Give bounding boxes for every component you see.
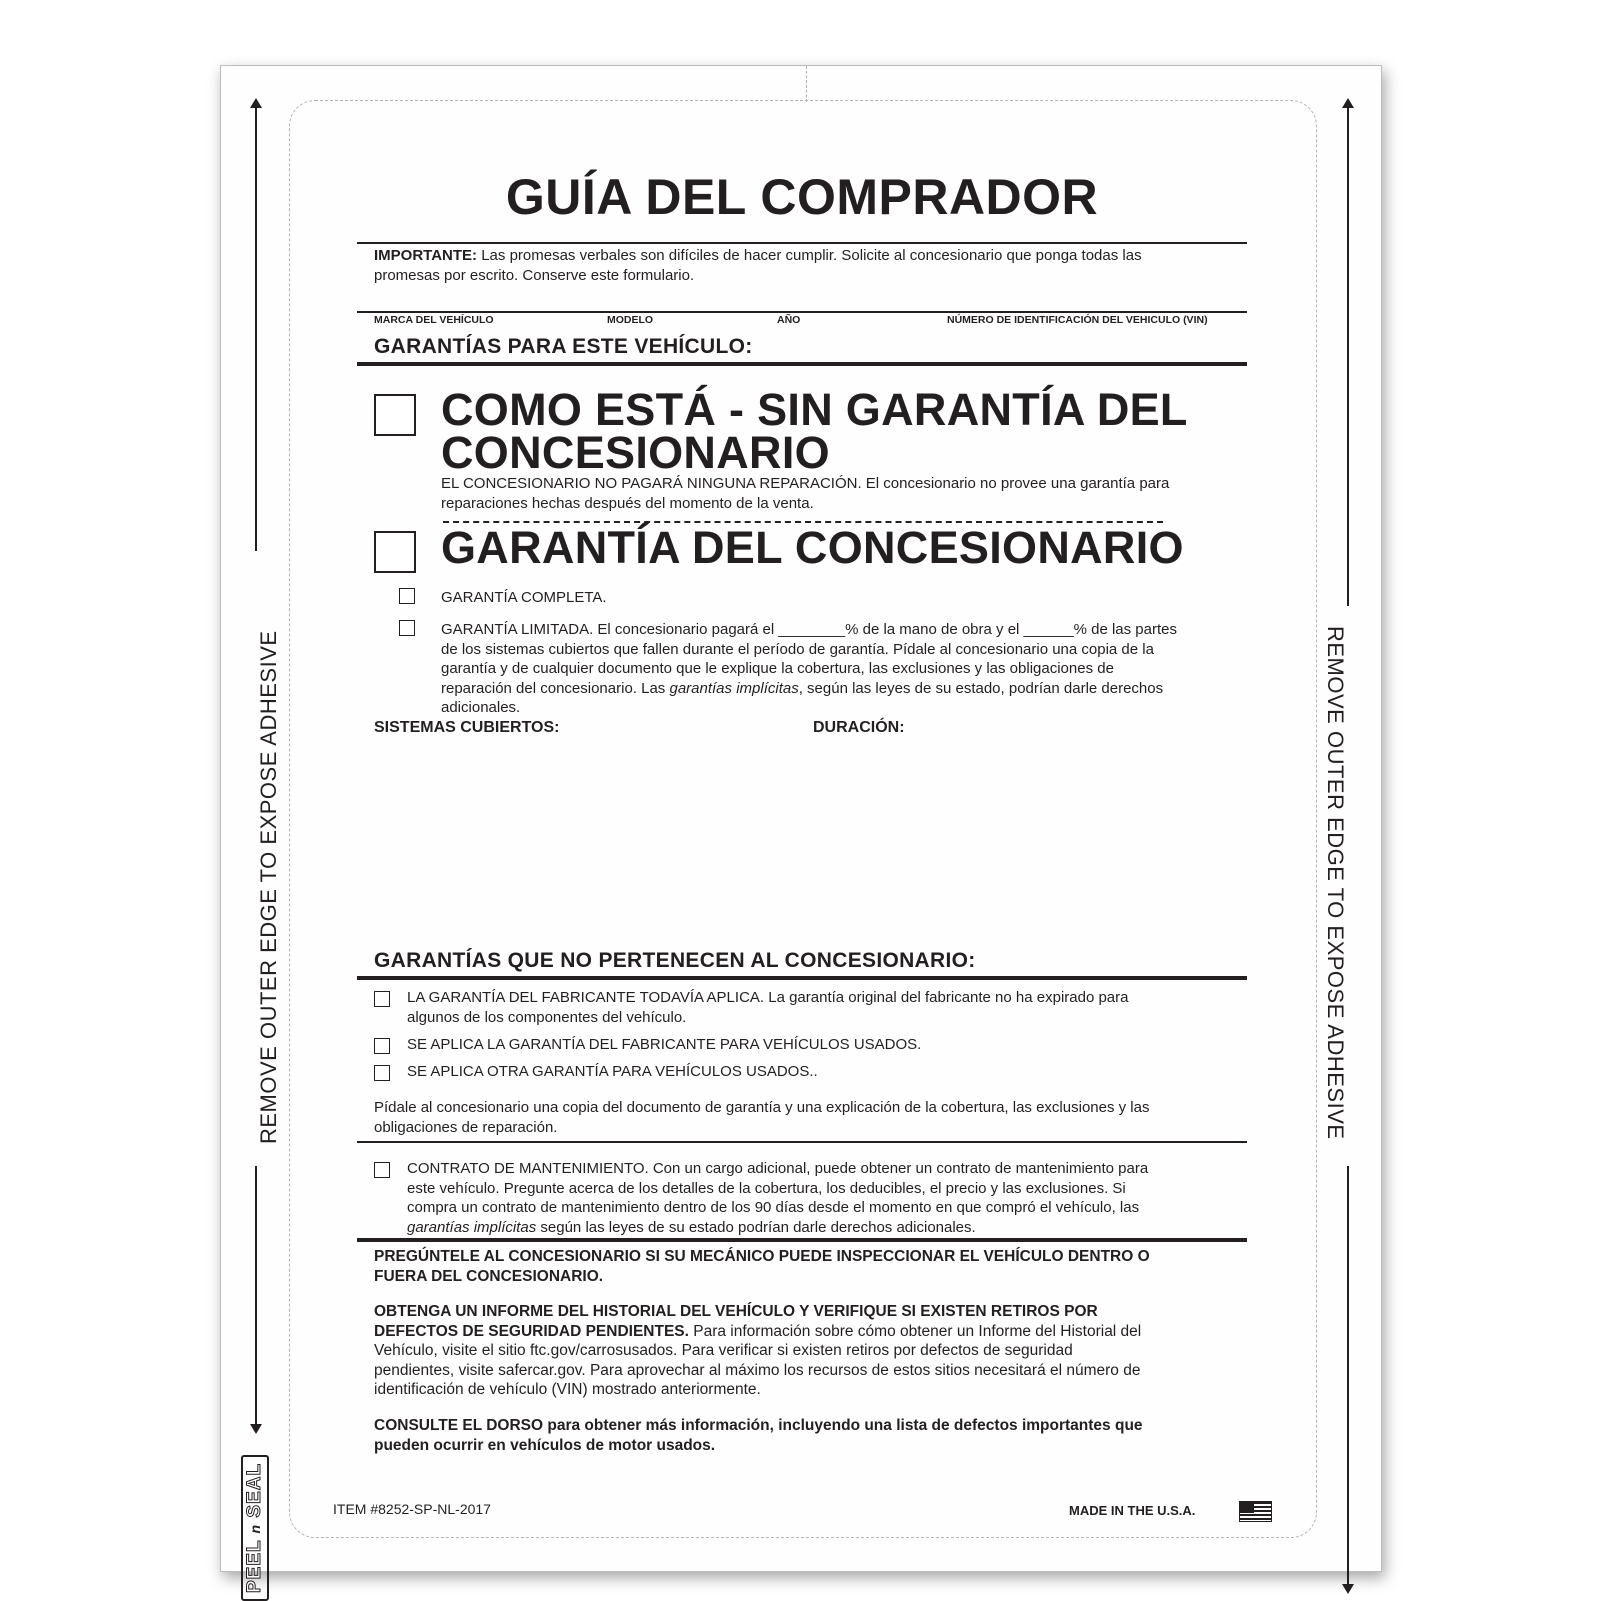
- manufacturer-used-warranty-text: SE APLICA LA GARANTÍA DEL FABRICANTE PARA VEHÍCULOS USADOS.: [407, 1036, 922, 1053]
- non-dealer-header: GARANTÍAS QUE NO PERTENECEN AL CONCESIONARIO:: [374, 949, 976, 972]
- vehicle-year-label: AÑO: [777, 314, 801, 326]
- dealer-warranty-checkbox[interactable]: [374, 531, 416, 573]
- limited-warranty-checkbox[interactable]: [399, 620, 415, 636]
- side-label-left: REMOVE OUTER EDGE TO EXPOSE ADHESIVE: [256, 630, 281, 1144]
- vehicle-history-notice: OBTENGA UN INFORME DEL HISTORIAL DEL VEHÍCULO Y VERIFIQUE SI EXISTEN RETIROS POR DEFECTOS DE SEGURIDAD PENDIENTES. Para información sobre cómo obtener un Informe del Historial del Vehículo, visite el sitio ftc.gov/carrosusados. Para verificar si existen retiros por defectos de seguridad pendientes, visite safercar.gov. Para aprovechar al máximo los recursos de estos sitios necesitará el número de identificación de vehículo (VIN) mostrado anteriormente.: [374, 1303, 1142, 1398]
- limited-warranty-text: GARANTÍA LIMITADA. El concesionario pagará el ________% de la mano de obra y el ______% de las partes de los sistemas cubiertos que fallen durante el período de garantía. Pídale al concesionario una copia de la garantía y de cualquier documento que le explique la cobertura, las exclusiones y las obligaciones de reparación del concesionario. Las garantías implícitas, según las leyes de su estado, podrían darle derechos adicionales.: [441, 621, 1177, 716]
- side-line: [1347, 1166, 1349, 1586]
- side-label-right: REMOVE OUTER EDGE TO EXPOSE ADHESIVE: [1323, 626, 1348, 1140]
- dealer-warranty-title: GARANTÍA DEL CONCESIONARIO: [441, 522, 1184, 573]
- consult-back-notice: CONSULTE EL DORSO para obtener más información, incluyendo una lista de defectos importantes que pueden ocurrir en vehículos de motor usados.: [374, 1417, 1143, 1454]
- warranties-header: GARANTÍAS PARA ESTE VEHÍCULO:: [374, 335, 753, 358]
- us-flag-icon: [1239, 1501, 1272, 1522]
- page-title: GUÍA DEL COMPRADOR: [505, 169, 1099, 225]
- important-notice: IMPORTANTE: Las promesas verbales son difíciles de hacer cumplir. Solicite al concesionario que ponga todas las promesas por escrito. Conserve este formulario.: [374, 247, 1142, 284]
- maintenance-contract-checkbox[interactable]: [374, 1162, 390, 1178]
- vehicle-model-label: MODELO: [607, 314, 654, 326]
- divider: [357, 1141, 1247, 1143]
- manufacturer-warranty-text: LA GARANTÍA DEL FABRICANTE TODAVÍA APLICA. La garantía original del fabricante no ha expirado para algunos de los componentes del vehículo.: [407, 989, 1129, 1026]
- maintenance-contract-text: CONTRATO DE MANTENIMIENTO. Con un cargo adicional, puede obtener un contrato de mantenimiento para este vehículo. Pregunte acerca de los detalles de la cobertura, los deducibles, el precio y las exclusiones. Si compra un contrato de mantenimiento dentro de los 90 días desde el momento en que compró el vehículo, las garantías implícitas según las leyes de su estado podrían darle derechos adicionales.: [407, 1160, 1149, 1236]
- as-is-checkbox[interactable]: [374, 394, 416, 436]
- systems-covered-label: SISTEMAS CUBIERTOS:: [374, 719, 560, 736]
- manufacturer-warranty-checkbox[interactable]: [374, 991, 390, 1007]
- ask-dealer-text: Pídale al concesionario una copia del documento de garantía y una explicación de la cobertura, las exclusiones y las obligaciones de reparación.: [374, 1099, 1150, 1136]
- full-warranty-label: GARANTÍA COMPLETA.: [441, 589, 607, 606]
- other-used-warranty-checkbox[interactable]: [374, 1065, 390, 1081]
- vehicle-vin-label: NÚMERO DE IDENTIFICACIÓN DEL VEHICULO (VIN): [947, 314, 1208, 326]
- arrow-down-icon: [1342, 1584, 1354, 1594]
- vehicle-make-label: MARCA DEL VEHÍCULO: [374, 314, 494, 326]
- buyers-guide-sheet: [220, 65, 1382, 1593]
- divider: [357, 362, 1247, 366]
- full-warranty-checkbox[interactable]: [399, 588, 415, 604]
- item-number: ITEM #8252-SP-NL-2017: [333, 1501, 491, 1517]
- manufacturer-used-warranty-checkbox[interactable]: [374, 1038, 390, 1054]
- perforation-notch: [806, 66, 807, 102]
- as-is-title: COMO ESTÁ - SIN GARANTÍA DEL CONCESIONARIO: [441, 384, 1188, 478]
- divider: [357, 242, 1247, 244]
- other-used-warranty-text: SE APLICA OTRA GARANTÍA PARA VEHÍCULOS USADOS..: [407, 1063, 818, 1080]
- vehicle-field-line: [357, 311, 1247, 313]
- as-is-description: EL CONCESIONARIO NO PAGARÁ NINGUNA REPARACIÓN. El concesionario no provee una garantía para reparaciones hechas después del momento de la venta.: [441, 475, 1170, 512]
- divider: [357, 976, 1247, 980]
- inspection-notice: PREGÚNTELE AL CONCESIONARIO SI SU MECÁNICO PUEDE INSPECCIONAR EL VEHÍCULO DENTRO O FUERA DEL CONCESIONARIO.: [374, 1248, 1150, 1285]
- peel-n-seal-logo: PEEL n SEAL: [241, 1455, 269, 1601]
- arrow-down-icon: [250, 1424, 262, 1434]
- divider: [357, 1238, 1247, 1242]
- duration-label: DURACIÓN:: [813, 719, 905, 736]
- made-in-usa: MADE IN THE U.S.A.: [1069, 1503, 1196, 1518]
- side-line: [255, 1166, 257, 1426]
